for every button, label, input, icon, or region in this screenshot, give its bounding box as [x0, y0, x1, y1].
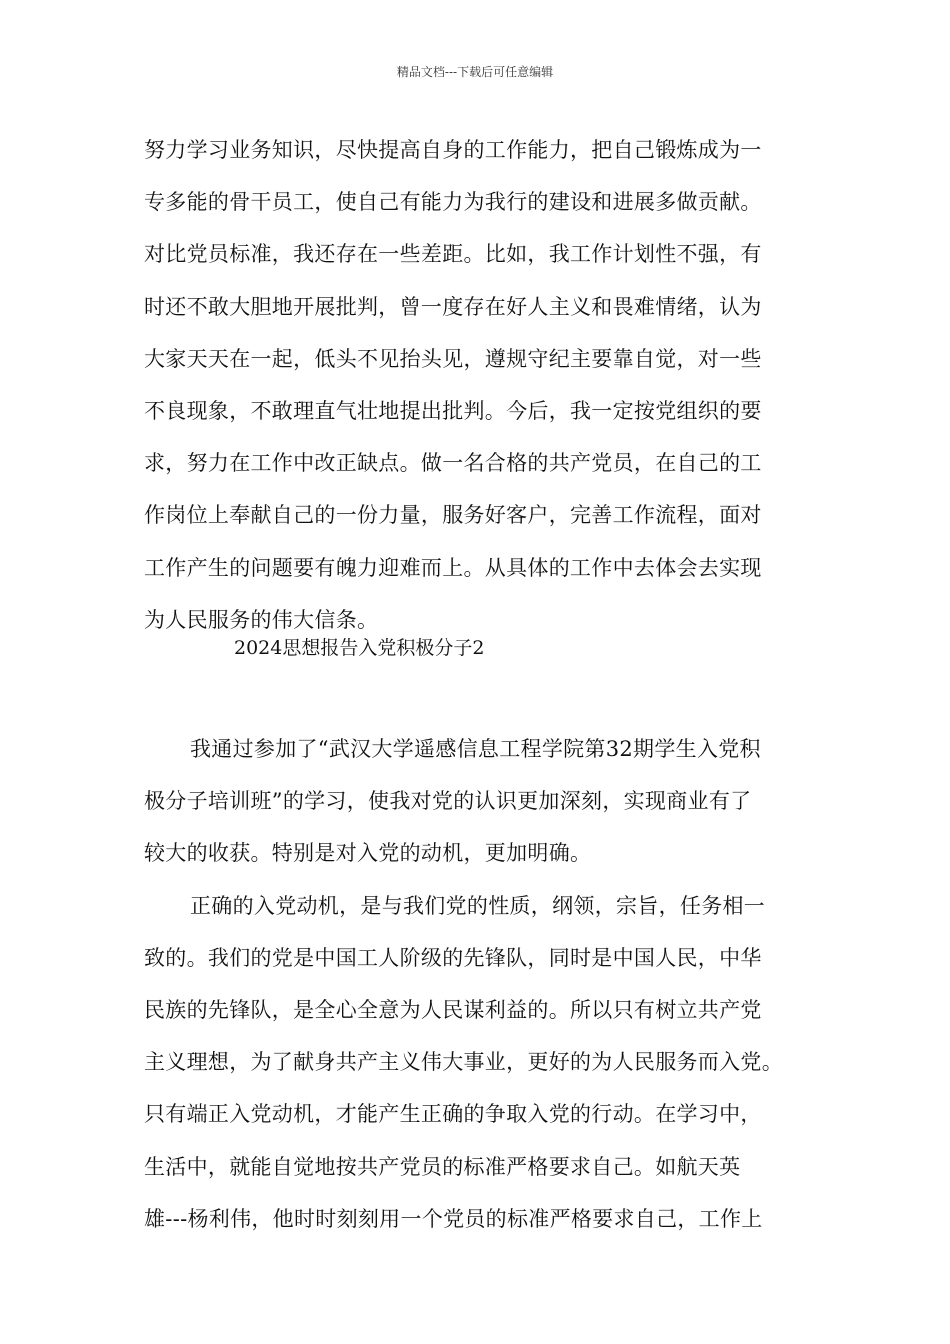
text-line: 工作产生的问题要有魄力迎难而上。从具体的工作中去体会去实现: [144, 555, 762, 580]
text-line: 生活中，就能自觉地按共产党员的标准严格要求自己。如航天英: [144, 1154, 741, 1179]
text-line: 作岗位上奉献自己的一份力量，服务好客户，完善工作流程，面对: [144, 503, 762, 528]
paragraph-block-2: [144, 723, 816, 1245]
text-line: 极分子培训班”的学习，使我对党的认识更加深刻，实现商业有了: [144, 789, 752, 814]
text-line: 对比党员标准，我还存在一些差距。比如，我工作计划性不强，有: [144, 242, 762, 267]
paragraph-block-1: [144, 124, 816, 646]
text-line: 求，努力在工作中改正缺点。做一名合格的共产党员，在自己的工: [144, 451, 762, 476]
text-line: 民族的先锋队，是全心全意为人民谋利益的。所以只有树立共产党: [144, 997, 762, 1022]
text-line: 努力学习业务知识，尽快提高自身的工作能力，把自己锻炼成为一: [144, 138, 762, 162]
text-line: 致的。我们的党是中国工人阶级的先锋队，同时是中国人民，中华: [144, 945, 762, 970]
section-heading: 2024思想报告入党积极分子2: [234, 637, 485, 659]
text-line: 正确的入党动机，是与我们党的性质，纲领，宗旨，任务相一: [190, 893, 766, 918]
text-line: 不良现象，不敢理直气壮地提出批判。今后，我一定按党组织的要: [144, 398, 762, 423]
text-line: 主义理想，为了献身共产主义伟大事业，更好的为人民服务而入党。: [144, 1050, 783, 1075]
text-line: 为人民服务的伟大信条。: [144, 607, 379, 632]
text-line: 雄---杨利伟，他时时刻刻用一个党员的标准严格要求自己，工作上: [144, 1206, 763, 1231]
text-line: 我通过参加了“武汉大学遥感信息工程学院第32期学生入党积: [190, 737, 761, 761]
text-line: 时还不敢大胆地开展批判，曾一度存在好人主义和畏难情绪，认为: [144, 294, 762, 319]
text-line: 较大的收获。特别是对入党的动机，更加明确。: [144, 841, 592, 866]
page-header: 精品文档---下载后可任意编辑: [396, 65, 554, 79]
text-line: 专多能的骨干员工，使自己有能力为我行的建设和进展多做贡献。: [144, 190, 762, 215]
text-line: 只有端正入党动机，才能产生正确的争取入党的行动。在学习中，: [144, 1102, 762, 1127]
text-line: 大家天天在一起，低头不见抬头见，遵规守纪主要靠自觉，对一些: [144, 346, 762, 371]
